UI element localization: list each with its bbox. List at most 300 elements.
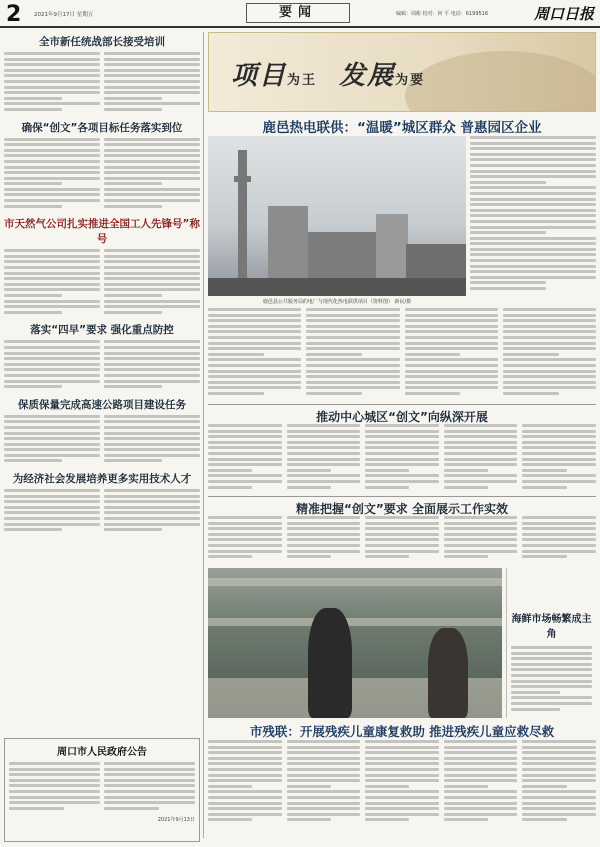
text-line xyxy=(104,97,162,100)
banner-slogan xyxy=(231,55,425,92)
text-line xyxy=(4,255,100,258)
photo-feature-box xyxy=(506,568,596,718)
story4-headline: 市残联：开展残疾儿童康复救助 推进残疾儿童应救尽救 xyxy=(249,724,555,739)
text-line xyxy=(522,550,596,553)
text-line xyxy=(4,495,100,498)
text-line xyxy=(4,374,100,377)
text-line xyxy=(444,746,518,749)
text-line xyxy=(4,154,100,157)
text-line xyxy=(444,774,518,777)
text-line xyxy=(503,358,596,361)
text-line xyxy=(4,363,100,366)
text-column xyxy=(365,740,439,824)
left-article xyxy=(4,216,200,316)
text-line xyxy=(444,474,518,477)
text-line xyxy=(104,495,200,498)
text-column xyxy=(444,516,518,561)
text-line xyxy=(511,674,592,677)
text-line xyxy=(104,489,200,492)
text-line xyxy=(208,538,282,541)
text-column xyxy=(365,516,439,561)
text-line xyxy=(365,463,439,466)
text-line xyxy=(365,527,439,530)
text-line xyxy=(104,432,200,435)
text-line xyxy=(208,370,301,373)
text-line xyxy=(208,802,282,805)
text-line xyxy=(208,386,301,389)
text-line xyxy=(4,260,100,263)
text-line xyxy=(365,522,439,525)
text-line xyxy=(104,102,200,105)
text-line xyxy=(522,785,566,788)
photo-feature-title: 海鲜市场畅繁成主角 xyxy=(511,614,592,640)
text-line xyxy=(9,768,100,771)
notice-title: 周口市人民政府公告 xyxy=(57,747,147,758)
text-line xyxy=(306,325,399,328)
text-line xyxy=(470,231,546,234)
text-line xyxy=(365,813,439,816)
article-body xyxy=(4,415,200,465)
text-line xyxy=(4,380,100,383)
text-line xyxy=(208,516,282,519)
text-line xyxy=(104,80,200,83)
text-line xyxy=(444,796,518,799)
left-column xyxy=(4,32,200,540)
text-line xyxy=(104,426,200,429)
text-line xyxy=(208,347,301,350)
text-line xyxy=(444,446,518,449)
text-line xyxy=(470,270,596,273)
text-line xyxy=(104,58,200,61)
text-line xyxy=(4,63,100,66)
text-line xyxy=(365,544,439,547)
text-line xyxy=(287,522,361,525)
text-line xyxy=(4,108,62,111)
text-line xyxy=(4,277,100,280)
text-line xyxy=(9,779,100,782)
text-line xyxy=(470,147,596,150)
text-line xyxy=(444,802,518,805)
text-line xyxy=(208,785,252,788)
text-line xyxy=(208,751,282,754)
text-line xyxy=(9,784,100,787)
text-line xyxy=(104,91,200,94)
text-line xyxy=(208,818,252,821)
text-line xyxy=(470,259,596,262)
text-line xyxy=(444,818,488,821)
article-body xyxy=(4,489,200,534)
text-line xyxy=(104,380,200,383)
text-column xyxy=(444,424,518,491)
text-line xyxy=(444,757,518,760)
text-line xyxy=(365,533,439,536)
text-line xyxy=(306,381,399,384)
text-line xyxy=(444,740,518,743)
text-line xyxy=(104,86,200,89)
text-line xyxy=(522,446,596,449)
text-column xyxy=(4,52,100,114)
left-article xyxy=(4,120,200,211)
text-line xyxy=(4,294,62,297)
text-line xyxy=(104,143,200,146)
text-line xyxy=(104,363,200,366)
text-line xyxy=(444,555,488,558)
text-line xyxy=(4,205,62,208)
text-column xyxy=(4,415,100,465)
text-line xyxy=(104,193,200,196)
text-line xyxy=(405,347,498,350)
text-line xyxy=(287,435,361,438)
text-column xyxy=(287,424,361,491)
text-line xyxy=(405,308,498,311)
text-line xyxy=(287,779,361,782)
text-line xyxy=(287,463,361,466)
text-line xyxy=(4,415,100,418)
text-line xyxy=(4,166,100,169)
text-line xyxy=(444,458,518,461)
text-line xyxy=(522,516,596,519)
text-line xyxy=(104,52,200,55)
text-line xyxy=(287,486,331,489)
text-line xyxy=(208,330,301,333)
text-line xyxy=(522,802,596,805)
text-line xyxy=(287,446,361,449)
power-plant-photo xyxy=(208,136,466,296)
text-line xyxy=(287,516,361,519)
text-line xyxy=(444,762,518,765)
text-line xyxy=(365,785,409,788)
article-body xyxy=(4,340,200,390)
article-body xyxy=(4,52,200,114)
text-line xyxy=(522,469,566,472)
text-column xyxy=(4,249,100,316)
text-line xyxy=(208,375,301,378)
text-line xyxy=(365,818,409,821)
text-line xyxy=(470,287,546,290)
text-line xyxy=(444,441,518,444)
text-line xyxy=(405,314,498,317)
text-line xyxy=(503,381,596,384)
text-line xyxy=(4,160,100,163)
text-line xyxy=(287,785,331,788)
text-line xyxy=(306,358,399,361)
text-line xyxy=(4,97,62,100)
text-column xyxy=(306,308,399,398)
text-line xyxy=(365,746,439,749)
text-line xyxy=(470,192,596,195)
issue-date: 2021年9月17日 星期五 xyxy=(34,12,94,18)
text-line xyxy=(522,768,596,771)
text-line xyxy=(208,325,301,328)
text-line xyxy=(470,136,596,139)
text-line xyxy=(522,818,566,821)
text-line xyxy=(4,177,100,180)
text-line xyxy=(444,435,518,438)
text-column xyxy=(9,762,100,812)
text-line xyxy=(470,237,596,240)
text-line xyxy=(306,353,362,356)
text-line xyxy=(511,696,592,699)
main-story-text-right xyxy=(470,136,596,293)
text-line xyxy=(104,154,200,157)
text-line xyxy=(287,807,361,810)
text-line xyxy=(104,177,200,180)
text-line xyxy=(287,544,361,547)
government-notice xyxy=(4,738,200,842)
text-line xyxy=(444,522,518,525)
text-line xyxy=(104,357,200,360)
text-line xyxy=(4,454,100,457)
text-line xyxy=(470,242,596,245)
text-line xyxy=(306,336,399,339)
text-line xyxy=(4,149,100,152)
text-line xyxy=(104,448,200,451)
text-line xyxy=(405,325,498,328)
section-rule xyxy=(208,404,596,405)
text-line xyxy=(104,63,200,66)
text-column xyxy=(104,340,200,390)
text-line xyxy=(4,52,100,55)
text-line xyxy=(9,762,100,765)
text-line xyxy=(405,358,498,361)
text-line xyxy=(4,266,100,269)
newspaper-logo: 周口日报 xyxy=(533,5,594,23)
text-line xyxy=(503,336,596,339)
text-line xyxy=(444,486,488,489)
text-line xyxy=(104,294,162,297)
text-line xyxy=(287,768,361,771)
text-line xyxy=(208,544,282,547)
text-line xyxy=(306,392,362,395)
text-line xyxy=(470,226,596,229)
vendor-figure xyxy=(308,608,352,718)
plant-building xyxy=(376,214,408,286)
text-line xyxy=(4,340,100,343)
text-line xyxy=(503,319,596,322)
text-line xyxy=(104,182,162,185)
text-line xyxy=(503,342,596,345)
text-line xyxy=(511,680,592,683)
text-line xyxy=(104,762,195,765)
text-line xyxy=(287,469,331,472)
text-line xyxy=(511,657,592,660)
text-line xyxy=(104,277,200,280)
text-column xyxy=(104,762,195,812)
text-line xyxy=(522,813,596,816)
text-line xyxy=(470,142,596,145)
text-line xyxy=(287,751,361,754)
project-banner xyxy=(208,32,596,112)
text-line xyxy=(522,555,566,558)
text-line xyxy=(4,69,100,72)
text-line xyxy=(208,452,282,455)
text-line xyxy=(4,143,100,146)
text-line xyxy=(405,319,498,322)
text-line xyxy=(522,538,596,541)
text-line xyxy=(287,533,361,536)
text-line xyxy=(365,480,439,483)
story2-text xyxy=(208,424,596,491)
text-line xyxy=(104,801,195,804)
text-line xyxy=(287,774,361,777)
text-line xyxy=(470,181,546,184)
text-column xyxy=(208,516,282,561)
text-line xyxy=(4,511,100,514)
left-article xyxy=(4,322,200,390)
text-column xyxy=(287,740,361,824)
text-line xyxy=(4,357,100,360)
text-line xyxy=(208,446,282,449)
text-column xyxy=(405,308,498,398)
text-line xyxy=(4,459,62,462)
text-line xyxy=(522,458,596,461)
text-line xyxy=(104,459,162,462)
text-line xyxy=(365,430,439,433)
text-column xyxy=(208,740,282,824)
text-line xyxy=(522,527,596,530)
text-line xyxy=(4,199,100,202)
text-line xyxy=(470,198,596,201)
text-line xyxy=(4,193,100,196)
text-line xyxy=(287,480,361,483)
text-line xyxy=(365,555,409,558)
text-line xyxy=(503,308,596,311)
text-line xyxy=(470,248,596,251)
text-line xyxy=(104,311,162,314)
text-line xyxy=(306,342,399,345)
text-line xyxy=(405,336,498,339)
text-line xyxy=(208,807,282,810)
text-line xyxy=(4,517,100,520)
seafood-market-photo xyxy=(208,568,502,718)
text-line xyxy=(287,796,361,799)
text-line xyxy=(522,746,596,749)
text-line xyxy=(405,392,461,395)
article-headline: 全市新任统战部长接受培训 xyxy=(39,36,165,48)
text-line xyxy=(104,517,200,520)
text-line xyxy=(104,283,200,286)
text-line xyxy=(470,214,596,217)
text-line xyxy=(208,463,282,466)
banner-decoration xyxy=(405,51,596,112)
text-line xyxy=(405,386,498,389)
text-line xyxy=(470,153,596,156)
text-line xyxy=(104,374,200,377)
page-number: 2 xyxy=(6,2,22,27)
text-line xyxy=(104,171,200,174)
text-line xyxy=(444,516,518,519)
text-line xyxy=(9,796,100,799)
text-line xyxy=(287,802,361,805)
text-line xyxy=(522,774,596,777)
text-line xyxy=(208,469,252,472)
text-column xyxy=(104,489,200,534)
text-line xyxy=(104,266,200,269)
text-line xyxy=(104,166,200,169)
text-line xyxy=(365,762,439,765)
text-line xyxy=(522,463,596,466)
text-line xyxy=(9,773,100,776)
text-line xyxy=(306,364,399,367)
text-line xyxy=(4,171,100,174)
text-line xyxy=(444,463,518,466)
text-line xyxy=(287,818,331,821)
text-line xyxy=(444,550,518,553)
text-line xyxy=(306,370,399,373)
text-line xyxy=(4,300,100,303)
text-column xyxy=(503,308,596,398)
text-line xyxy=(365,740,439,743)
text-line xyxy=(208,527,282,530)
chimney-platform xyxy=(234,176,251,182)
text-line xyxy=(365,516,439,519)
text-line xyxy=(405,370,498,373)
text-line xyxy=(4,443,100,446)
text-line xyxy=(208,364,301,367)
text-line xyxy=(365,550,439,553)
text-line xyxy=(444,785,488,788)
text-column xyxy=(365,424,439,491)
text-line xyxy=(104,528,162,531)
article-headline: 落实“四早”要求 强化重点防控 xyxy=(30,324,174,337)
text-line xyxy=(511,708,560,711)
text-line xyxy=(104,199,200,202)
text-line xyxy=(9,807,64,810)
text-line xyxy=(306,330,399,333)
text-line xyxy=(522,740,596,743)
text-line xyxy=(365,790,439,793)
text-line xyxy=(522,796,596,799)
text-line xyxy=(9,790,100,793)
text-line xyxy=(4,528,62,531)
text-line xyxy=(104,74,200,77)
text-line xyxy=(208,342,301,345)
story2-headline: 推动中心城区“创文”向纵深开展 xyxy=(316,410,488,424)
text-line xyxy=(208,779,282,782)
text-line xyxy=(208,424,282,427)
text-line xyxy=(444,813,518,816)
text-line xyxy=(365,458,439,461)
text-line xyxy=(306,308,399,311)
text-line xyxy=(104,346,200,349)
text-line xyxy=(287,424,361,427)
text-line xyxy=(4,188,100,191)
text-line xyxy=(522,424,596,427)
text-line xyxy=(522,544,596,547)
masthead xyxy=(0,0,600,28)
text-line xyxy=(4,182,62,185)
text-line xyxy=(287,430,361,433)
text-line xyxy=(503,392,559,395)
text-line xyxy=(444,533,518,536)
text-line xyxy=(365,452,439,455)
text-line xyxy=(4,506,100,509)
article-headline: 市天然气公司扎实推进全国工人先锋号”称号 xyxy=(4,218,200,246)
text-line xyxy=(365,768,439,771)
text-line xyxy=(208,757,282,760)
text-line xyxy=(208,774,282,777)
text-line xyxy=(4,305,100,308)
text-line xyxy=(208,740,282,743)
text-line xyxy=(522,435,596,438)
text-line xyxy=(208,522,282,525)
text-line xyxy=(208,474,282,477)
text-line xyxy=(208,486,252,489)
text-line xyxy=(444,768,518,771)
text-line xyxy=(208,308,301,311)
text-line xyxy=(104,790,195,793)
text-line xyxy=(470,158,596,161)
